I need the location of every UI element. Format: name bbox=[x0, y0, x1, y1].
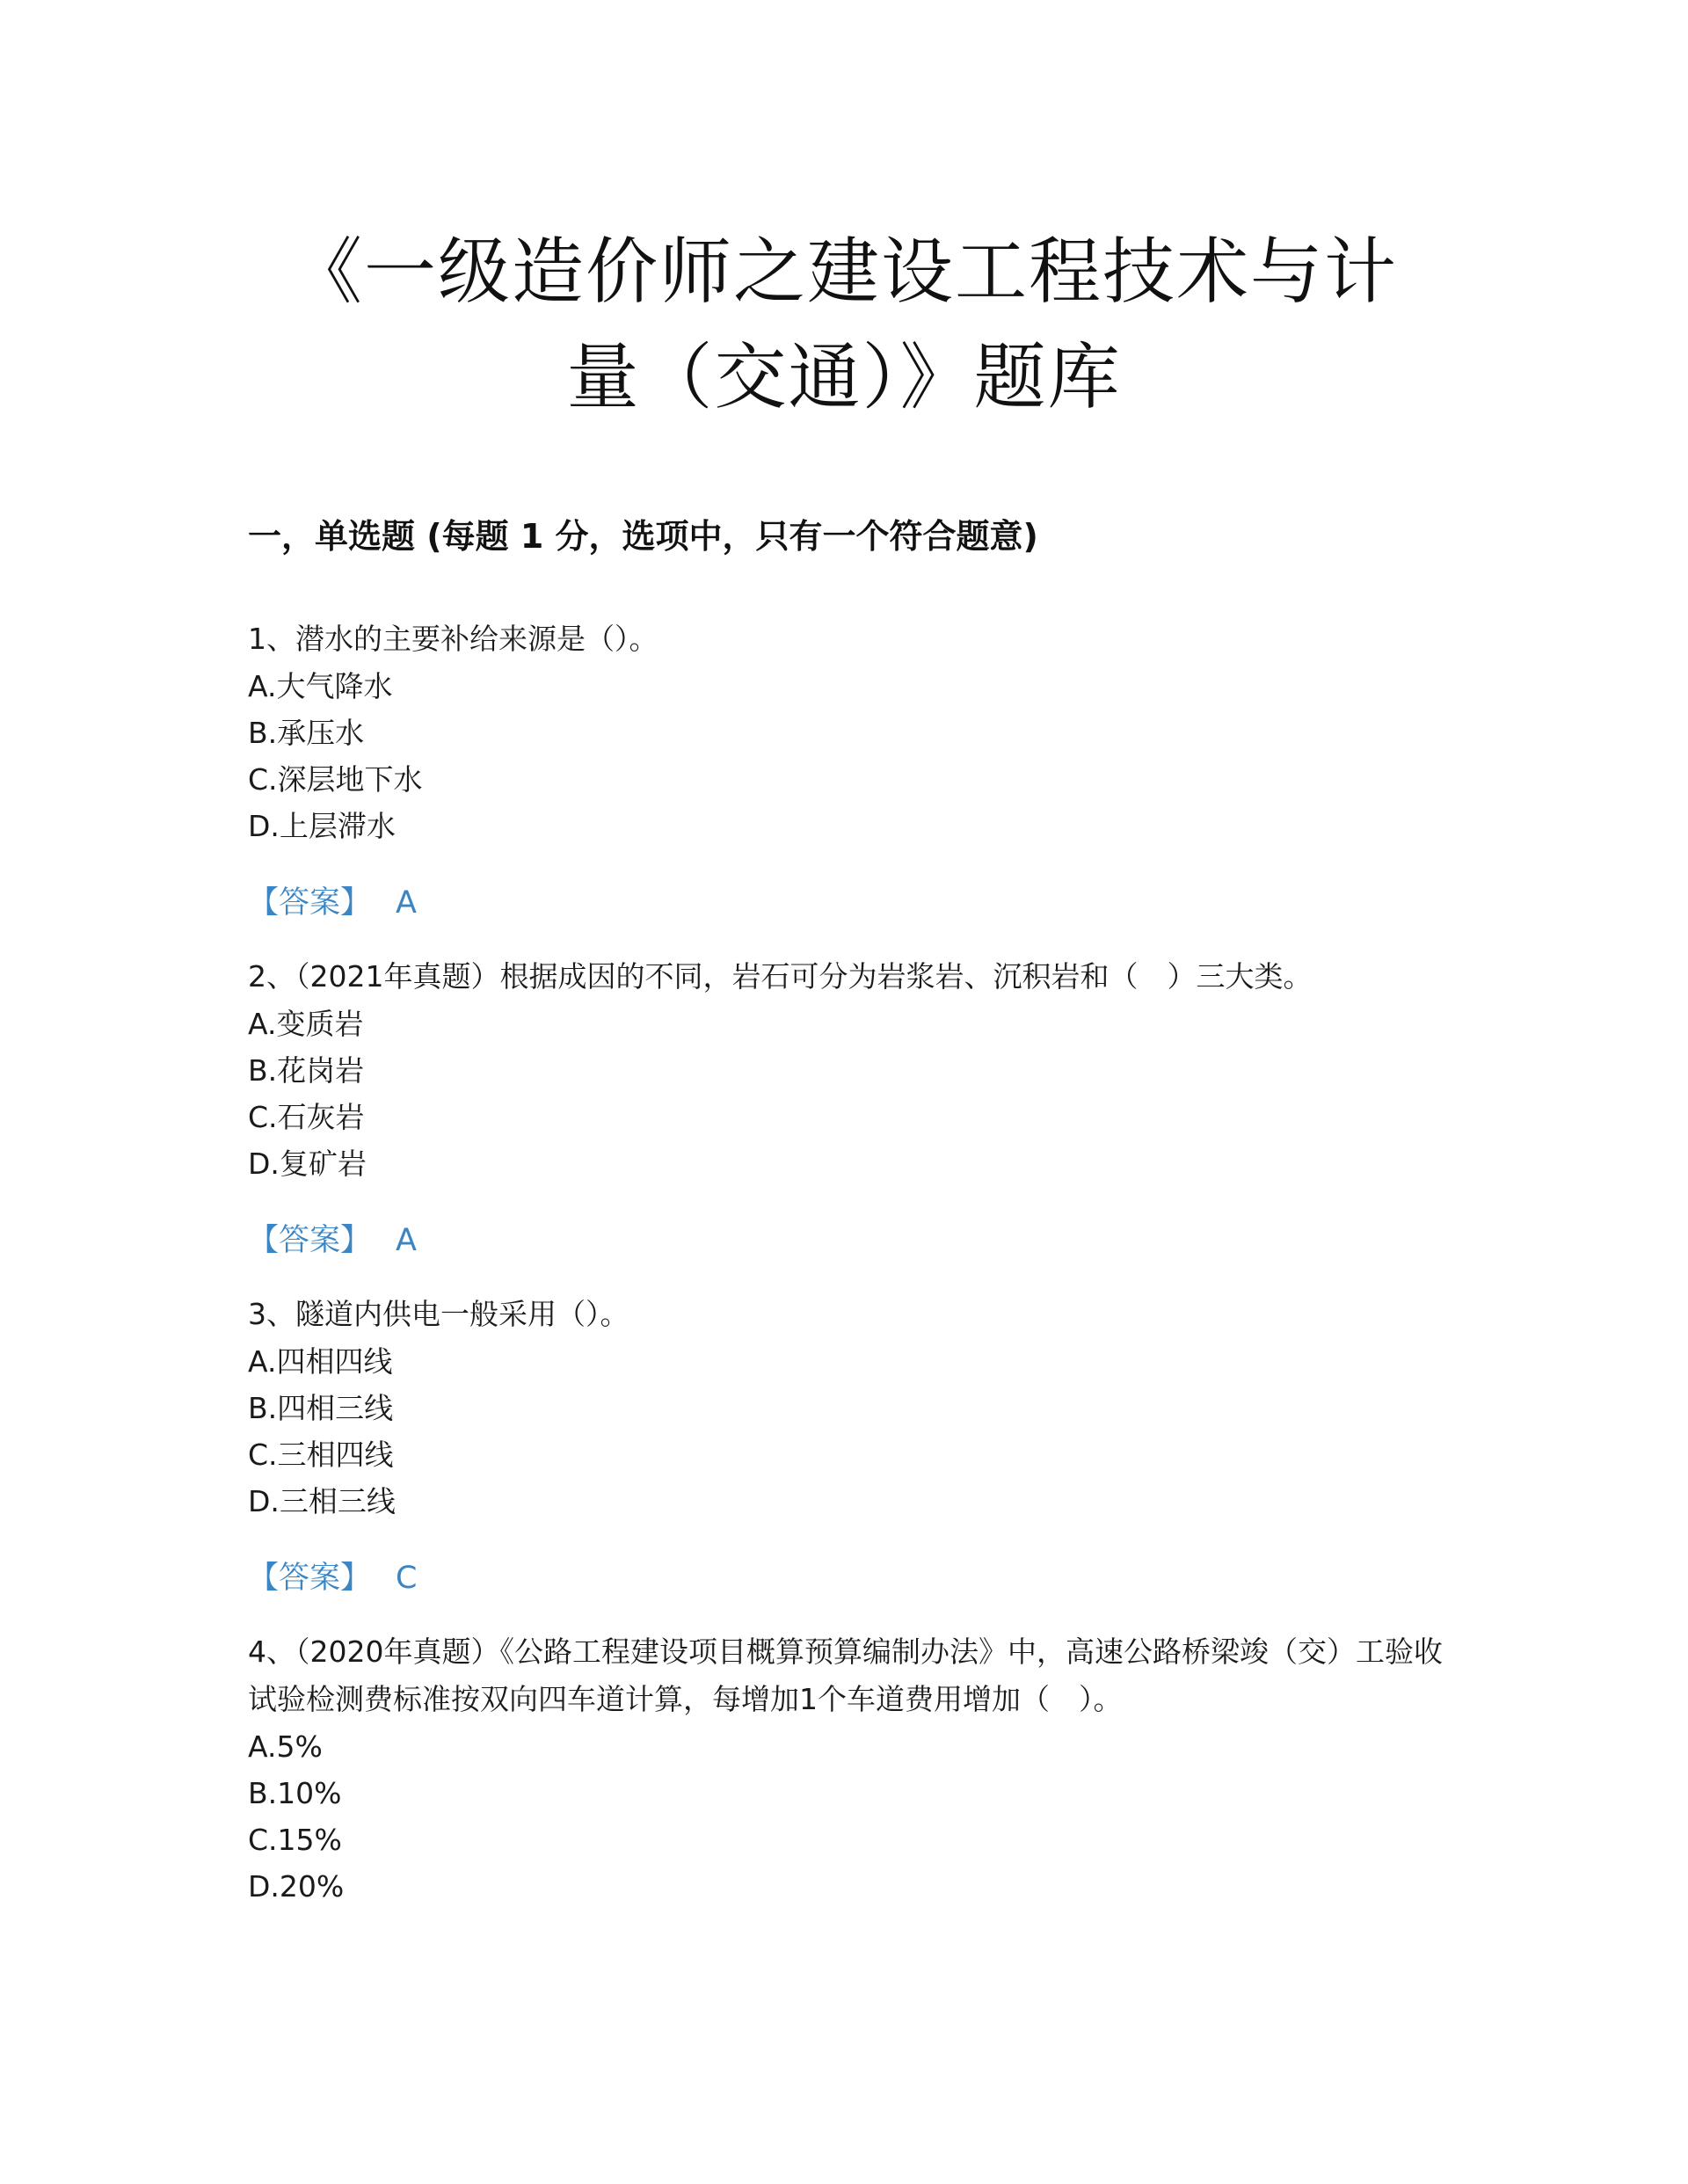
option-b: B.承压水 bbox=[248, 716, 365, 750]
option-a: A.大气降水 bbox=[248, 669, 393, 703]
answer-value: A bbox=[396, 885, 417, 921]
question-stem: 4、（2020年真题）《公路工程建设项目概算预算编制办法》中，高速公路桥梁竣（交）工验收试验检测费标准按双向四车道计算，每增加1个车道费用增加（ ）。 bbox=[248, 1634, 1443, 1716]
answer-line bbox=[248, 879, 1444, 927]
question-stem: 1、潜水的主要补给来源是（）。 bbox=[248, 622, 658, 656]
option-c: C.深层地下水 bbox=[248, 762, 423, 797]
option-b: B.花岗岩 bbox=[248, 1053, 365, 1088]
option-d: D.上层滞水 bbox=[248, 809, 396, 843]
option-d: D.20% bbox=[248, 1869, 345, 1904]
question-2 bbox=[248, 953, 1444, 1264]
option-c: C.三相四线 bbox=[248, 1438, 394, 1472]
option-b: B.10% bbox=[248, 1776, 342, 1810]
question-4 bbox=[248, 1628, 1444, 1910]
answer-value: C bbox=[396, 1561, 418, 1596]
question-list bbox=[248, 615, 1444, 1910]
question-1 bbox=[248, 615, 1444, 927]
question-stem: 2、（2021年真题）根据成因的不同，岩石可分为岩浆岩、沉积岩和（ ）三大类。 bbox=[248, 959, 1313, 994]
option-a: A.四相四线 bbox=[248, 1344, 393, 1379]
answer-line bbox=[248, 1217, 1444, 1264]
option-d: D.三相三线 bbox=[248, 1484, 396, 1518]
question-stem: 3、隧道内供电一般采用（）。 bbox=[248, 1297, 629, 1331]
answer-value: A bbox=[396, 1223, 417, 1258]
option-a: A.5% bbox=[248, 1729, 323, 1764]
option-d: D.复矿岩 bbox=[248, 1147, 367, 1181]
answer-line bbox=[248, 1554, 1444, 1602]
option-a: A.变质岩 bbox=[248, 1007, 364, 1041]
answer-label: 【答案】 bbox=[248, 885, 372, 921]
option-c: C.15% bbox=[248, 1823, 342, 1857]
section-heading: 一，单选题 (每题 1 分，选项中，只有一个符合题意) bbox=[248, 517, 1038, 556]
question-3 bbox=[248, 1291, 1444, 1602]
option-c: C.石灰岩 bbox=[248, 1100, 365, 1134]
answer-label: 【答案】 bbox=[248, 1223, 372, 1258]
document-title: 《一级造价师之建设工程技术与计量（交通）》题库 bbox=[289, 230, 1398, 419]
option-b: B.四相三线 bbox=[248, 1391, 394, 1425]
answer-label: 【答案】 bbox=[248, 1561, 372, 1596]
